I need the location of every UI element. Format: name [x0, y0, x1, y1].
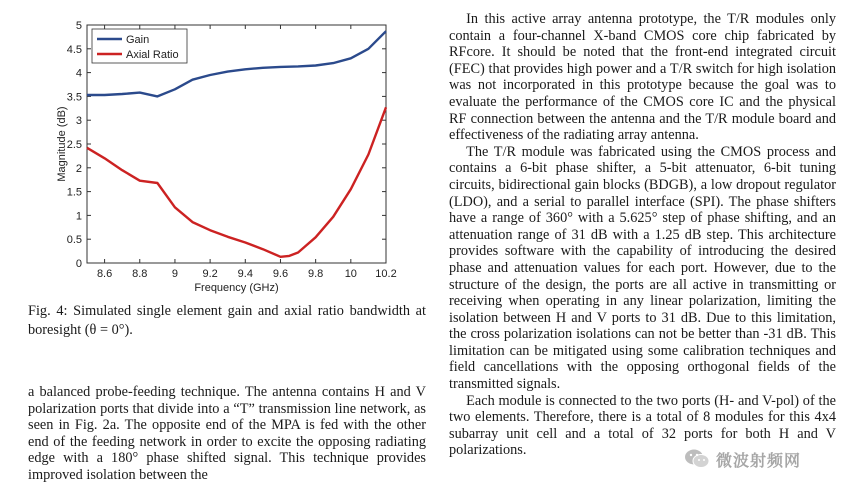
y-tick-label: 1.5 — [66, 186, 82, 199]
figure-4-chart — [56, 8, 400, 294]
x-tick-label: 9 — [171, 268, 179, 280]
chart-svg — [56, 8, 400, 294]
legend-label: Gain — [126, 34, 150, 46]
x-axis-label: Frequency (GHz) — [194, 282, 279, 294]
x-tick-label: 10 — [344, 268, 357, 280]
y-tick-label: 5 — [75, 20, 82, 32]
y-tick-label: 0 — [75, 258, 82, 270]
watermark — [684, 441, 844, 477]
x-tick-label: 9.6 — [272, 268, 289, 280]
y-tick-label: 2.5 — [66, 139, 82, 151]
y-tick-label: 3.5 — [66, 91, 82, 104]
x-tick-label: 10.2 — [375, 268, 397, 280]
x-tick-label: 9.2 — [202, 268, 218, 280]
y-tick-label: 3 — [75, 115, 82, 128]
x-tick-label: 8.8 — [132, 268, 148, 280]
figure-caption: Fig. 4: Simulated single element gain and axial ratio bandwidth at boresight (θ = 0°). — [28, 303, 426, 338]
y-axis-label: Magnitude (dB) — [56, 106, 68, 182]
legend-label: Axial Ratio — [126, 49, 179, 61]
right-column — [449, 11, 836, 459]
y-tick-label: 0.5 — [66, 234, 82, 247]
left-column-text: a balanced probe-feeding technique. The antenna contains H and V polarization ports that divide into a “T” transmission line network, as seen in Fig. 2a. The opposite end of the MPA is fed with the other end of the feeding network in order to excite the opposing radiating edge with a 180° phase shifted signal. This technique provides improved isolation between the — [28, 384, 426, 483]
y-tick-label: 4.5 — [66, 43, 82, 56]
right-paragraph-2: The T/R module was fabricated using the CMOS process and contains a 6-bit phase shifter, a 5-bit attenuator, 6-bit tuning circuits, bidirectional gain blocks (BDGB), a low dropout regulator (LDO), and a serial to parallel interface (SPI). The phase shifters have a range of 360° with a 5.625° step of phase shifting, and an attenuation range of 31 dB with a 1.25 dB step. This architecture provides software with the capability of introducing the desired phase and attenuation values for each port. However, due to the structure of the design, the ports are all active in transmitting or receiving when operating in any linear polarization, limiting the isolation between H and V ports to 31 dB. Due to this limitation, the cross polarization isolations can not be better than -31 dB. This limitation can be mitigated using some calibration techniques and field cancellations with the opposing orthogonal fields of the transmitted signals. — [449, 143, 836, 393]
watermark-text: 微波射频网 — [716, 450, 802, 470]
right-paragraph-3: Each module is connected to the two ports (H- and V-pol) of the two elements. Therefore, there is a total of 8 modules for this 4x4 subarray unit cell and a total of 32 ports for both H and V polarizations. — [449, 392, 836, 459]
x-tick-label: 9.4 — [237, 268, 253, 280]
right-paragraph-1: In this active array antenna prototype, the T/R modules only contain a four-channel X-band CMOS core chip fabricated by RFcore. It should be noted that the front-end integrated circuit (FEC) that provides high power and a T/R switch for high isolation was not incorporated in this prototype because the goal was to evaluate the performance of the CMOS core IC and the physical RF connection between the antenna and the T/R module board and effectiveness of the radiating array antenna. — [449, 11, 836, 144]
y-tick-label: 4 — [75, 67, 82, 80]
wechat-logo-icon — [684, 448, 710, 470]
x-tick-label: 8.6 — [96, 268, 113, 280]
left-column — [28, 384, 426, 484]
y-tick-label: 1 — [75, 210, 82, 223]
y-tick-label: 2 — [75, 162, 82, 175]
x-tick-label: 9.8 — [307, 268, 324, 280]
